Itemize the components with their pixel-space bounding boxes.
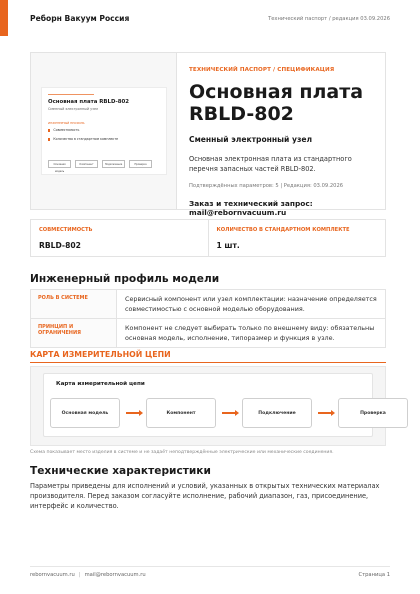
thumbnail-chain-step: Компонент <box>75 160 98 168</box>
page-subtitle: Сменный электронный узел <box>189 135 313 144</box>
footer-contacts <box>30 572 146 578</box>
row-value: Компонент не следует выбирать только по внешнему виду: обязательны основная модель, исполнение, типоразмер и функция в узле. <box>125 324 375 342</box>
arrow-right-icon <box>318 412 332 413</box>
chain-step-connection: Подключение <box>242 398 312 428</box>
chain-diagram <box>43 373 386 437</box>
chain-step-component: Компонент <box>146 398 216 428</box>
page-header <box>30 14 390 23</box>
chain-steps <box>50 398 408 428</box>
order-contact: Заказ и технический запрос: mail@rebornvacuum.ru <box>189 199 313 217</box>
key-facts <box>30 219 386 257</box>
thumbnail-chain-step: Основная модель <box>48 160 71 168</box>
profile-table <box>30 289 386 348</box>
thumbnail-caption: ИНЖЕНЕРНЫЙ ПРОФИЛЬ <box>48 121 85 126</box>
chain-step-main-model: Основная модель <box>50 398 120 428</box>
page-footer <box>30 572 390 578</box>
document-thumbnail <box>31 53 177 209</box>
bullet-icon <box>48 129 50 131</box>
chain-step-check: Проверка <box>338 398 408 428</box>
section-title-chain: КАРТА ИЗМЕРИТЕЛЬНОЙ ЦЕПИ <box>30 350 171 359</box>
footer-email-link[interactable]: | mail@rebornvacuum.ru <box>75 572 146 578</box>
page-title: Основная плата RBLD-802 <box>189 81 364 125</box>
thumbnail-kicker-line <box>48 94 94 95</box>
thumbnail-chain-step: Проверка <box>129 160 152 168</box>
fact-label: КОЛИЧЕСТВО В СТАНДАРТНОМ КОМПЛЕКТЕ <box>216 227 350 233</box>
bullet-icon <box>48 138 50 140</box>
section-title-profile: Инженерный профиль модели <box>30 273 220 285</box>
section-title-specs: Технические характеристики <box>30 465 211 477</box>
thumbnail-item <box>48 137 160 141</box>
thumbnail-subtitle: Сменный электронный узел <box>48 107 99 112</box>
row-key: ПРИНЦИП И ОГРАНИЧЕНИЯ <box>31 319 117 347</box>
fact-value: RBLD-802 <box>39 241 81 250</box>
arrow-right-icon <box>126 412 140 413</box>
thumbnail-item-label: Совместимость <box>53 128 80 133</box>
footer-site-link[interactable]: rebornvacuum.ru <box>30 572 75 578</box>
thumbnail-page <box>41 87 167 175</box>
arrow-right-icon <box>222 412 236 413</box>
thumbnail-item <box>48 128 160 132</box>
fact-value: 1 шт. <box>216 241 240 250</box>
header-meta: Технический паспорт / редакция 03.09.2026 <box>268 15 390 22</box>
page-number: Страница 1 <box>358 572 390 578</box>
fact-compatibility <box>31 220 208 256</box>
section-divider <box>30 362 386 363</box>
thumbnail-title: Основная плата RBLD-802 <box>48 99 130 106</box>
hero-card <box>30 52 386 217</box>
table-row <box>31 318 385 347</box>
thumbnail-item-label: Количество в стандартном комплекте <box>53 137 119 142</box>
specs-text: Параметры приведены для исполнений и условий, указанных в открытых технических материалах производителя. Перед заказом согласуйте исполнение, рабочий диапазон, газ, присоединение, интерфейс и количество. <box>30 482 380 510</box>
footer-divider <box>30 566 390 567</box>
chain-diagram-panel <box>30 366 386 446</box>
accent-bar <box>0 0 8 36</box>
thumbnail-chain-step: Подключение <box>102 160 125 168</box>
diagram-title: Карта измерительной цепи <box>56 381 145 387</box>
parameters-meta: Подтверждённых параметров: 5 | Редакция: 03.09.2026 <box>189 183 344 189</box>
document-kicker: ТЕХНИЧЕСКИЙ ПАСПОРТ / СПЕЦИФИКАЦИЯ <box>189 67 335 73</box>
row-value: Сервисный компонент или узел комплектации: назначение определяется совместимостью с основной моделью оборудования. <box>125 295 377 313</box>
product-description: Основная электронная плата из стандартного перечня запасных частей RBLD-802. <box>189 155 352 173</box>
brand-name: Реборн Вакуум Россия <box>30 14 130 23</box>
thumbnail-chain <box>48 160 156 173</box>
fact-label: СОВМЕСТИМОСТЬ <box>39 227 93 233</box>
fact-quantity <box>208 220 386 256</box>
diagram-note: Схема показывает место изделия в системе и не задаёт неподтверждённые электрические или механические соединения. <box>30 450 334 455</box>
row-key: РОЛЬ В СИСТЕМЕ <box>31 290 117 318</box>
hero-text <box>177 53 385 217</box>
table-row <box>31 290 385 318</box>
